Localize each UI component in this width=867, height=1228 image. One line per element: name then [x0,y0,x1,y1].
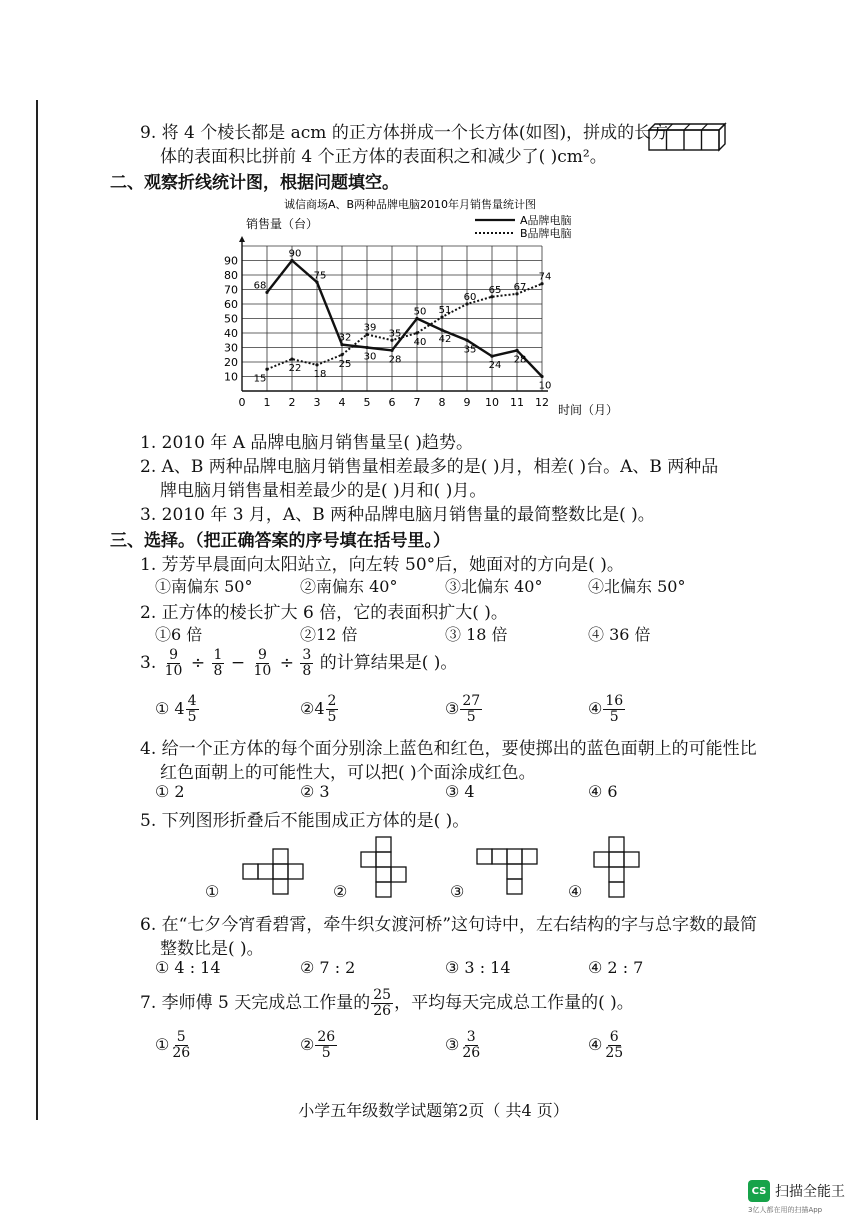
data-label-a: 24 [488,360,502,372]
x-tick-label: 2 [288,396,296,409]
data-label-a: 68 [253,280,267,292]
x-tick-label: 1 [263,396,271,409]
s3-q4-line2: 红色面朝上的可能性大，可以把( )个面涂成红色。 [160,763,536,783]
y-axis-arrow [239,236,245,242]
chart-title: 诚信商场A、B两种品牌电脑2010年月销售量统计图 [283,198,537,211]
s3-q3-opt4: ④ $\frac{16}{5}$ [588,693,624,725]
y-tick-label: 80 [224,269,238,282]
data-label-a: 75 [313,270,327,282]
data-point-b [315,363,318,366]
data-label-a: 28 [513,354,527,366]
x-tick-label: 7 [413,396,421,409]
scanner-slogan: 3亿人都在用的扫描App [748,1206,823,1214]
s3-q1: 1. 芳芳早晨面向太阳站立，向左转 50°后，她面对的方向是( )。 [140,555,624,575]
y-tick-label: 20 [224,356,238,369]
s3-q7-opt2: ② $\frac{26}{5}$ [300,1029,336,1061]
data-point-a [365,346,368,349]
s3-q7-opt1: ① $\frac{5}{26}$ [155,1029,191,1061]
y-tick-label: 50 [224,312,238,326]
x-tick-label: 11 [510,396,524,409]
s3-q7-opt3: ③ $\frac{3}{26}$ [445,1029,481,1061]
s3-q1-opt3: ③北偏东 40° [445,577,543,596]
data-label-a: 42 [438,334,452,346]
data-point-a [515,349,518,352]
data-label-b: 74 [538,271,552,283]
s3-q5: 5. 下列图形折叠后不能围成正方体的是( )。 [140,811,470,831]
y-tick-label: 30 [224,341,238,355]
x-tick-label: 5 [363,396,371,409]
s3-q1-opt4: ④北偏东 50° [588,577,686,596]
s3-q3-frac-d: $\frac{3}{8}$ [302,647,312,679]
page-footer: 小学五年级数学试题第2页（ 共4 页） [298,1101,569,1120]
s3-q3-prefix: 3. [140,653,157,673]
data-label-b: 15 [253,373,267,385]
s3-q2-opt1: ①6 倍 [155,625,203,644]
x-tick-label: 8 [438,396,446,409]
data-label-b: 60 [463,292,477,303]
s3-q6-opt4: ④ 2 : 7 [588,958,644,977]
data-label-b: 25 [338,358,352,370]
s3-q2-opt4: ④ 36 倍 [588,625,651,644]
section2-title: 二、观察折线统计图，根据问题填空。 [110,173,399,193]
s3-q2-opt3: ③ 18 倍 [445,625,508,644]
s3-q7-opt4: ④ $\frac{6}{25}$ [588,1029,624,1061]
legend-b: B品牌电脑 [520,227,572,240]
s3-q3-frac-a: $\frac{9}{10}$ [164,647,183,679]
scanner-watermark [748,1180,845,1202]
x-tick-label: 4 [338,396,346,409]
s3-q6-opt2: ② 7 : 2 [300,958,356,977]
s2-q2-line2: 牌电脑月销售量相差最少的是( )月和( )月。 [160,481,487,501]
data-point-b [415,331,418,334]
data-point-b [265,368,268,371]
data-point-a [540,375,543,378]
s3-q2-opt2: ②12 倍 [300,625,358,644]
s3-q5-mark4: ④ [568,882,583,901]
s3-q6-line2: 整数比是( )。 [160,939,264,959]
x-tick-label: 10 [485,396,499,409]
cuboid-figure [647,122,727,152]
s3-q3-opt2: ②4 $\frac{2}{5}$ [300,693,337,725]
q9-line1: 9. 将 4 个棱长都是 acm 的正方体拼成一个长方体(如图)，拼成的长方 [140,123,669,143]
data-point-a [490,355,493,358]
net-figure-4 [593,836,641,900]
binding-margin-line [36,100,38,1120]
x-axis-label: 时间（月） [558,403,619,417]
data-point-b [340,353,343,356]
line-chart [210,192,619,422]
x-tick-label: 3 [313,396,321,409]
data-label-b: 22 [288,363,302,375]
s3-q4-opt1: ① 2 [155,782,185,801]
data-label-a: 32 [338,332,352,344]
x-tick-label: 9 [463,396,471,409]
y-tick-label: 90 [224,254,238,268]
chart-legend [475,213,572,240]
section3-title: 三、选择。（把正确答案的序号填在括号里。） [110,531,450,551]
s3-q5-mark2: ② [333,882,348,901]
s3-q3-frac-c: $\frac{9}{10}$ [253,647,272,679]
data-label-a: 28 [388,354,402,366]
y-tick-label: 40 [224,327,238,340]
s3-q3-suffix: 的计算结果是( )。 [319,653,458,673]
y-axis-label: 销售量（台） [246,217,319,231]
y-tick-label: 10 [224,370,238,384]
data-label-b: 67 [513,281,527,293]
data-label-a: 35 [463,344,477,356]
data-label-b: 40 [413,337,427,348]
s3-q7-frac: $\frac{25}{26}$ [373,987,392,1019]
s3-q5-mark3: ③ [450,882,465,901]
data-point-a [390,349,393,352]
net-figure-3 [476,848,540,896]
s3-q4-opt2: ② 3 [300,782,330,801]
s3-q1-opt1: ①南偏东 50° [155,577,253,596]
y-tick-label: 60 [224,298,238,311]
q9-line2: 体的表面积比拼前 4 个正方体的表面积之和减少了( )cm²。 [160,147,607,167]
s3-q7: 7. 李师傅 5 天完成总工作量的 $\frac{25}{26}$ ，平均每天完成总工作量的( )。 [140,987,634,1019]
net-figure-2 [360,836,408,900]
x-tick-label: 12 [535,396,549,409]
x-tick-label: 6 [388,396,396,409]
data-point-a [465,339,468,342]
legend-a: A品牌电脑 [520,214,572,227]
data-label-a: 30 [363,351,377,363]
s3-q4-line1: 4. 给一个正方体的每个面分别涂上蓝色和红色，要使掷出的蓝色面朝上的可能性比 [140,739,757,759]
data-point-b [290,358,293,361]
data-label-a: 50 [413,306,427,318]
data-label-b: 51 [438,305,452,317]
data-label-b: 65 [488,284,502,296]
s3-q3-opt1: ① 4 $\frac{4}{5}$ [155,693,197,725]
scanner-name: 扫描全能王 [775,1184,845,1200]
s3-q6-opt1: ① 4 : 14 [155,958,221,977]
data-label-b: 18 [313,368,327,380]
data-label-b: 35 [388,328,402,340]
s3-q2: 2. 正方体的棱长扩大 6 倍，它的表面积扩大( )。 [140,603,508,623]
s3-q1-opt2: ②南偏东 40° [300,577,398,596]
s3-q4-opt4: ④ 6 [588,782,618,801]
scanner-logo-icon: CS [748,1180,770,1202]
data-label-a: 10 [538,380,552,392]
series-line-b [267,281,542,370]
s3-q3-frac-b: $\frac{1}{8}$ [213,647,223,679]
data-point-a [440,329,443,332]
net-figure-1 [242,848,306,896]
s2-q2-line1: 2. A、B 两种品牌电脑月销售量相差最多的是( )月，相差( )台。A、B 两种品 [140,457,719,477]
s2-q1: 1. 2010 年 A 品牌电脑月销售量呈( )趋势。 [140,433,474,453]
data-label-a: 90 [288,248,302,260]
data-label-b: 39 [363,322,377,334]
s3-q6-opt3: ③ 3 : 14 [445,958,511,977]
s3-q5-mark1: ① [205,882,220,901]
s2-q3: 3. 2010 年 3 月，A、B 两种品牌电脑月销售量的最简整数比是( )。 [140,505,655,525]
y-tick-label: 70 [224,283,238,297]
s3-q4-opt3: ③ 4 [445,782,475,801]
s3-q3: 3. $\frac{9}{10}$ ÷ $\frac{1}{8}$ − $\frac{9}{10}$ ÷ $\frac{3}{8}$ 的计算结果是( )。 [140,647,458,679]
s3-q3-opt3: ③ $\frac{27}{5}$ [445,693,481,725]
s3-q6-line1: 6. 在“七夕今宵看碧霄，牵牛织女渡河桥”这句诗中，左右结构的字与总字数的最简 [140,915,758,935]
x-tick-label: 0 [238,396,246,409]
